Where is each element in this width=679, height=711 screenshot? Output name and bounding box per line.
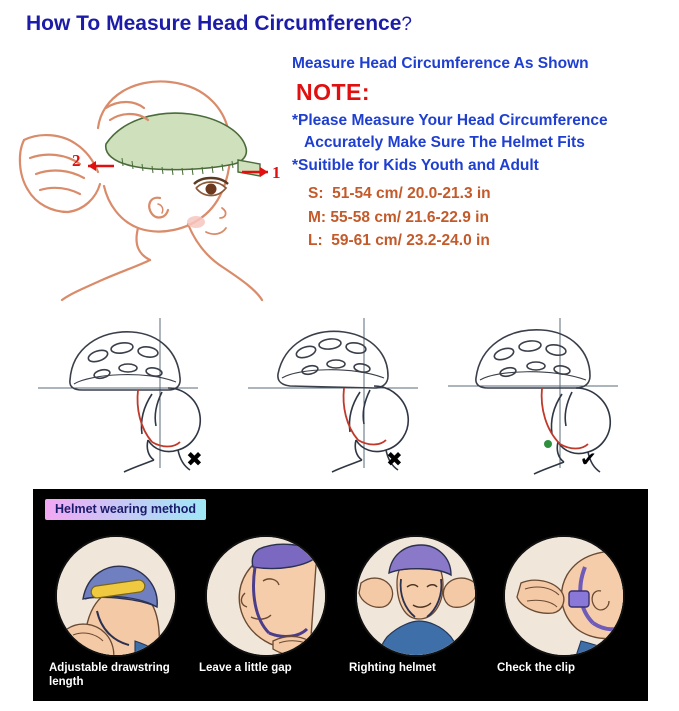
eye <box>194 178 228 196</box>
fit-mark-3: ✔ <box>580 447 597 471</box>
helmet-fit-examples <box>0 308 679 478</box>
wearing-step-3 <box>347 535 497 701</box>
fit-mark-1: ✖ <box>186 447 203 471</box>
measurement-info <box>292 55 672 252</box>
strap-buckle <box>544 440 552 448</box>
head-measure-illustration <box>10 48 280 303</box>
wearing-method-panel <box>33 489 648 701</box>
wearing-step-1 <box>47 535 197 701</box>
fit-mark-2: ✖ <box>386 447 403 471</box>
fit-drawing-2 <box>238 308 464 478</box>
measure-label-2: 2 <box>72 151 81 170</box>
step-3-drawing <box>357 537 477 657</box>
step-4-drawing <box>505 537 625 657</box>
step-1-label: Adjustable drawstring length <box>49 662 170 689</box>
head-measure-drawing <box>10 48 280 303</box>
step-3-label: Righting helmet <box>349 662 436 674</box>
step-1-image <box>55 535 177 657</box>
step-1-drawing <box>57 537 177 657</box>
note-label: NOTE: <box>296 79 371 105</box>
step-4-image <box>503 535 625 657</box>
fit-example-3 <box>438 308 664 478</box>
panel-title-badge: Helmet wearing method <box>45 499 206 520</box>
step-3-image <box>355 535 477 657</box>
page-title-question-mark: ? <box>401 14 412 35</box>
info-heading: Measure Head Circumference As Shown <box>292 55 589 72</box>
size-row-l: L: 59-61 cm/ 23.2-24.0 in <box>308 231 490 249</box>
size-row-s: S: 51-54 cm/ 20.0-21.3 in <box>308 185 491 203</box>
fit-example-2 <box>238 308 464 478</box>
measure-label-1: 1 <box>272 163 280 182</box>
size-chart <box>308 182 672 252</box>
step-4-label: Check the clip <box>497 662 575 674</box>
info-line-measure: *Please Measure Your Head Circumference <box>292 112 608 129</box>
step-2-drawing <box>207 537 327 657</box>
page-title <box>26 12 412 36</box>
size-row-m: M: 55-58 cm/ 21.6-22.9 in <box>308 208 489 226</box>
step-2-label: Leave a little gap <box>199 662 292 674</box>
fit-drawing-3 <box>438 308 664 478</box>
info-line-suitable: *Suitible for Kids Youth and Adult <box>292 156 539 174</box>
wearing-step-4 <box>495 535 645 701</box>
fit-drawing-1 <box>28 308 254 478</box>
info-line-accurate: Accurately Make Sure The Helmet Fits <box>304 134 585 152</box>
wearing-step-2 <box>197 535 347 701</box>
page-title-text: How To Measure Head Circumference <box>26 12 402 35</box>
step-2-image <box>205 535 327 657</box>
wearing-steps <box>33 535 648 701</box>
fit-example-1 <box>28 308 254 478</box>
